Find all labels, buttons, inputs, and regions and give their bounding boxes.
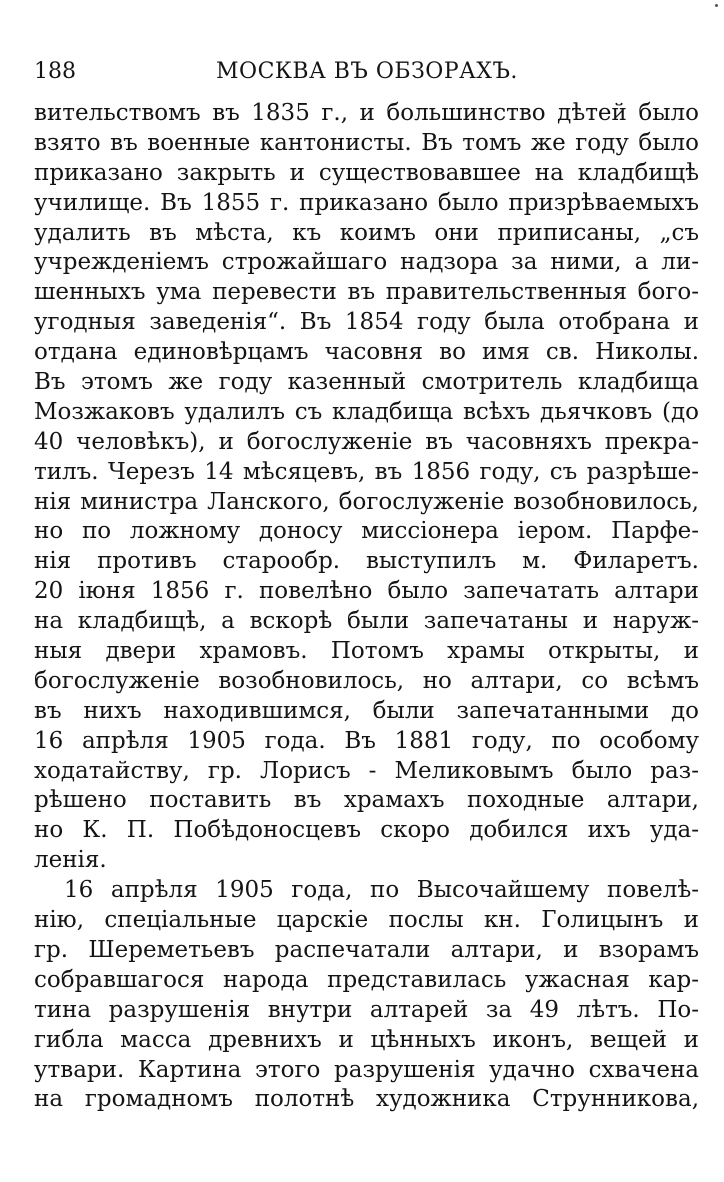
paragraph-2 <box>34 876 699 1115</box>
running-title: МОСКВА ВЪ ОБЗОРАХЪ. <box>216 59 518 84</box>
text-line: нія противъ старообр. выступилъ м. Филаретъ. <box>34 548 699 575</box>
page-number: 188 <box>34 59 76 84</box>
text-line: гибла масса древнихъ и цѣнныхъ иконъ, вещей и <box>34 1026 699 1053</box>
text-line: приказано закрыть и существовавшее на кладбищѣ <box>34 159 699 186</box>
text-line: въ нихъ находившимся, были запечатанными до <box>34 697 699 724</box>
text-line: вительствомъ въ 1835 г., и большинство дѣтей было <box>34 100 699 126</box>
text-line: взято въ военные кантонисты. Въ томъ же году было <box>34 129 699 156</box>
text-line: 16 апрѣля 1905 года. Въ 1881 году, по особому <box>34 727 699 754</box>
text-line: тина разрушенія внутри алтарей за 49 лѣтъ. По- <box>34 996 699 1023</box>
text-line: удалить въ мѣста, къ коимъ они приписаны, „съ <box>34 219 699 246</box>
text-line: 16 апрѣля 1905 года, по Высочайшему повелѣ- <box>64 877 699 904</box>
text-line: нія министра Ланского, богослуженіе возобновилось, <box>34 488 699 515</box>
text-line: на громадномъ полотнѣ художника Струнникова, <box>34 1086 699 1113</box>
text-line: тилъ. Черезъ 14 мѣсяцевъ, въ 1856 году, съ разрѣше- <box>34 458 699 485</box>
text-line: ныя двери храмовъ. Потомъ храмы открыты, и <box>34 638 699 665</box>
text-line: но К. П. Побѣдоносцевъ скоро добился ихъ уда- <box>34 817 699 844</box>
text-line: Мозжаковъ удалилъ съ кладбища всѣхъ дьячковъ (до <box>34 398 699 425</box>
text-line: утвари. Картина этого разрушенія удачно схвачена <box>34 1056 699 1083</box>
text-line: угодныя заведенія“. Въ 1854 году была отобрана и <box>34 309 699 336</box>
text-line: гр. Шереметьевъ распечатали алтари, и взорамъ <box>34 936 699 963</box>
text-line: нію, спеціальные царскіе послы кн. Голицынъ и <box>34 907 699 934</box>
text-line: учрежденіемъ строжайшаго надзора за ними, а ли- <box>34 249 699 276</box>
text-line: рѣшено поставить въ храмахъ походные алтари, <box>34 787 699 814</box>
text-line: 40 человѣкъ), и богослуженіе въ часовняхъ прекра- <box>34 428 699 455</box>
page-header <box>34 56 704 88</box>
text-line: собравшагося народа представилась ужасная кар- <box>34 966 699 993</box>
text-line: ходатайству, гр. Лорисъ - Меликовымъ было раз- <box>34 757 699 784</box>
text-line: 20 іюня 1856 г. повелѣно было запечатать алтари <box>34 578 699 605</box>
body-text <box>34 99 699 1115</box>
text-line: шенныхъ ума перевести въ правительственныя бого- <box>34 279 699 306</box>
print-speck <box>715 4 718 7</box>
text-line: училище. Въ 1855 г. приказано было призрѣваемыхъ <box>34 189 699 216</box>
text-line: отдана единовѣрцамъ часовня во имя св. Николы. <box>34 339 699 366</box>
text-line: на кладбищѣ, а вскорѣ были запечатаны и наруж- <box>34 608 699 635</box>
text-line: ленія. <box>34 847 107 874</box>
text-line: Въ этомъ же году казенный смотритель кладбища <box>34 369 699 396</box>
text-line: но по ложному доносу миссіонера іером. Парфе- <box>34 518 699 545</box>
text-line: богослуженіе возобновилось, но алтари, со всѣмъ <box>34 667 699 694</box>
paragraph-1 <box>34 99 699 876</box>
